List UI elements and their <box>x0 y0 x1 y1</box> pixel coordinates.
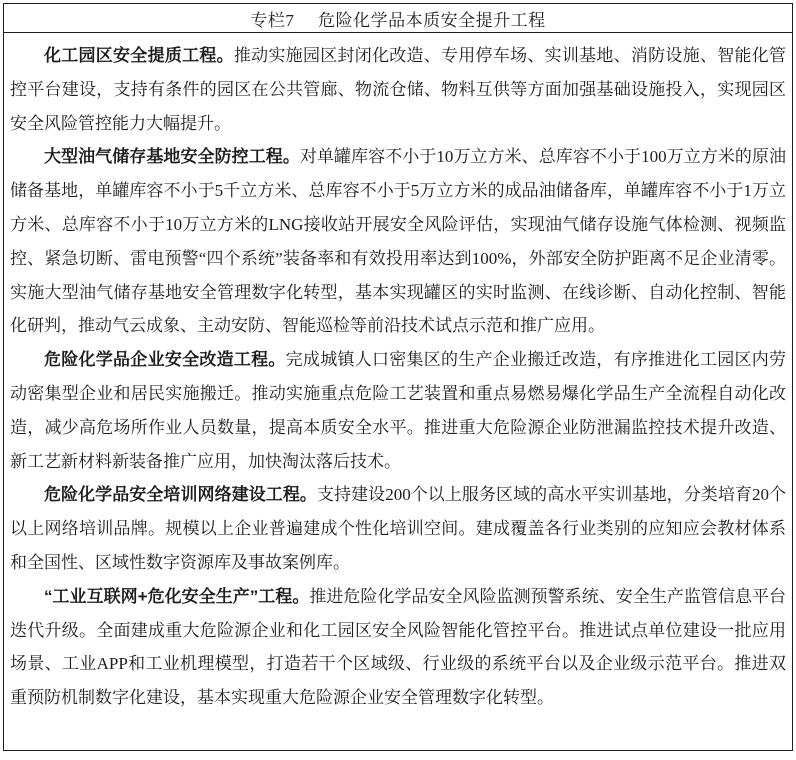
panel-title-text: 危险化学品本质安全提升工程 <box>318 10 546 30</box>
paragraph-industrial-internet <box>10 580 786 715</box>
paragraph-text: 支持建设200个以上服务区域的高水平实训基地，分类培育20个以上网络培训品牌。规模以上企业普遍建成个性化培训空间。建成覆盖各行业类别的应知应会教材体系和全国性、区域性数字资源库及事故案例库。 <box>10 485 786 572</box>
paragraph-text: 完成城镇人口密集区的生产企业搬迁改造，有序推进化工园区内劳动密集型企业和居民实施搬迁。推动实施重点危险工艺装置和重点易燃易爆化学品生产全流程自动化改造，减少高危场所作业人员数量，提高本质安全水平。推进重大危险源企业防泄漏监控技术提升改造、新工艺新材料新装备推广应用，加快淘汰落后技术。 <box>10 350 787 471</box>
paragraph-oil-gas-storage <box>10 140 786 343</box>
paragraph-chemical-park <box>10 39 786 140</box>
paragraph-training-network <box>10 478 786 579</box>
paragraph-text: 推动实施园区封闭化改造、专用停车场、实训基地、消防设施、智能化管控平台建设，支持有条件的园区在公共管廊、物流仓储、物料互供等方面加强基础设施投入，实现园区安全风险管控能力大幅提升。 <box>10 46 787 133</box>
paragraph-heading: 大型油气储存基地安全防控工程。 <box>44 147 300 167</box>
panel-title-prefix: 专栏7 <box>250 10 295 30</box>
paragraph-text: 推进危险化学品安全风险监测预警系统、安全生产监管信息平台迭代升级。全面建成重大危险源企业和化工园区安全风险智能化管控平台。推进试点单位建设一批应用场景、工业APP和工业机理模型，打造若干个区域级、行业级的系统平台以及企业级示范平台。推进双重预防机制数字化建设，基本实现重大危险源企业安全管理数字化转型。 <box>10 586 786 708</box>
paragraph-heading: 危险化学品安全培训网络建设工程。 <box>44 485 317 505</box>
paragraph-heading: “工业互联网+危化安全生产”工程。 <box>44 586 310 606</box>
panel-body <box>4 33 792 715</box>
paragraph-text: 对单罐库容不小于10万立方米、总库容不小于100万立方米的原油储备基地，单罐库容不小于5千立方米、总库容不小于5万立方米的成品油储备库，单罐库容不小于1万立方米、总库容不小于10万立方米的LNG接收站开展安全风险评估，实现油气储存设施气体检测、视频监控、紧急切断、雷电预警“四个系统”装备率和有效投用率达到100%，外部安全防护距离不足企业清零。实施大型油气储存基地安全管理数字化转型，基本实现罐区的实时监测、在线诊断、自动化控制、智能化研判，推动气云成象、主动安防、智能巡检等前沿技术试点示范和推广应用。 <box>10 147 787 336</box>
panel-title <box>4 4 792 33</box>
paragraph-heading: 化工园区安全提质工程。 <box>44 46 234 65</box>
paragraph-heading: 危险化学品企业安全改造工程。 <box>44 350 286 370</box>
paragraph-enterprise-retrofit <box>10 343 786 478</box>
column-panel <box>3 3 793 751</box>
